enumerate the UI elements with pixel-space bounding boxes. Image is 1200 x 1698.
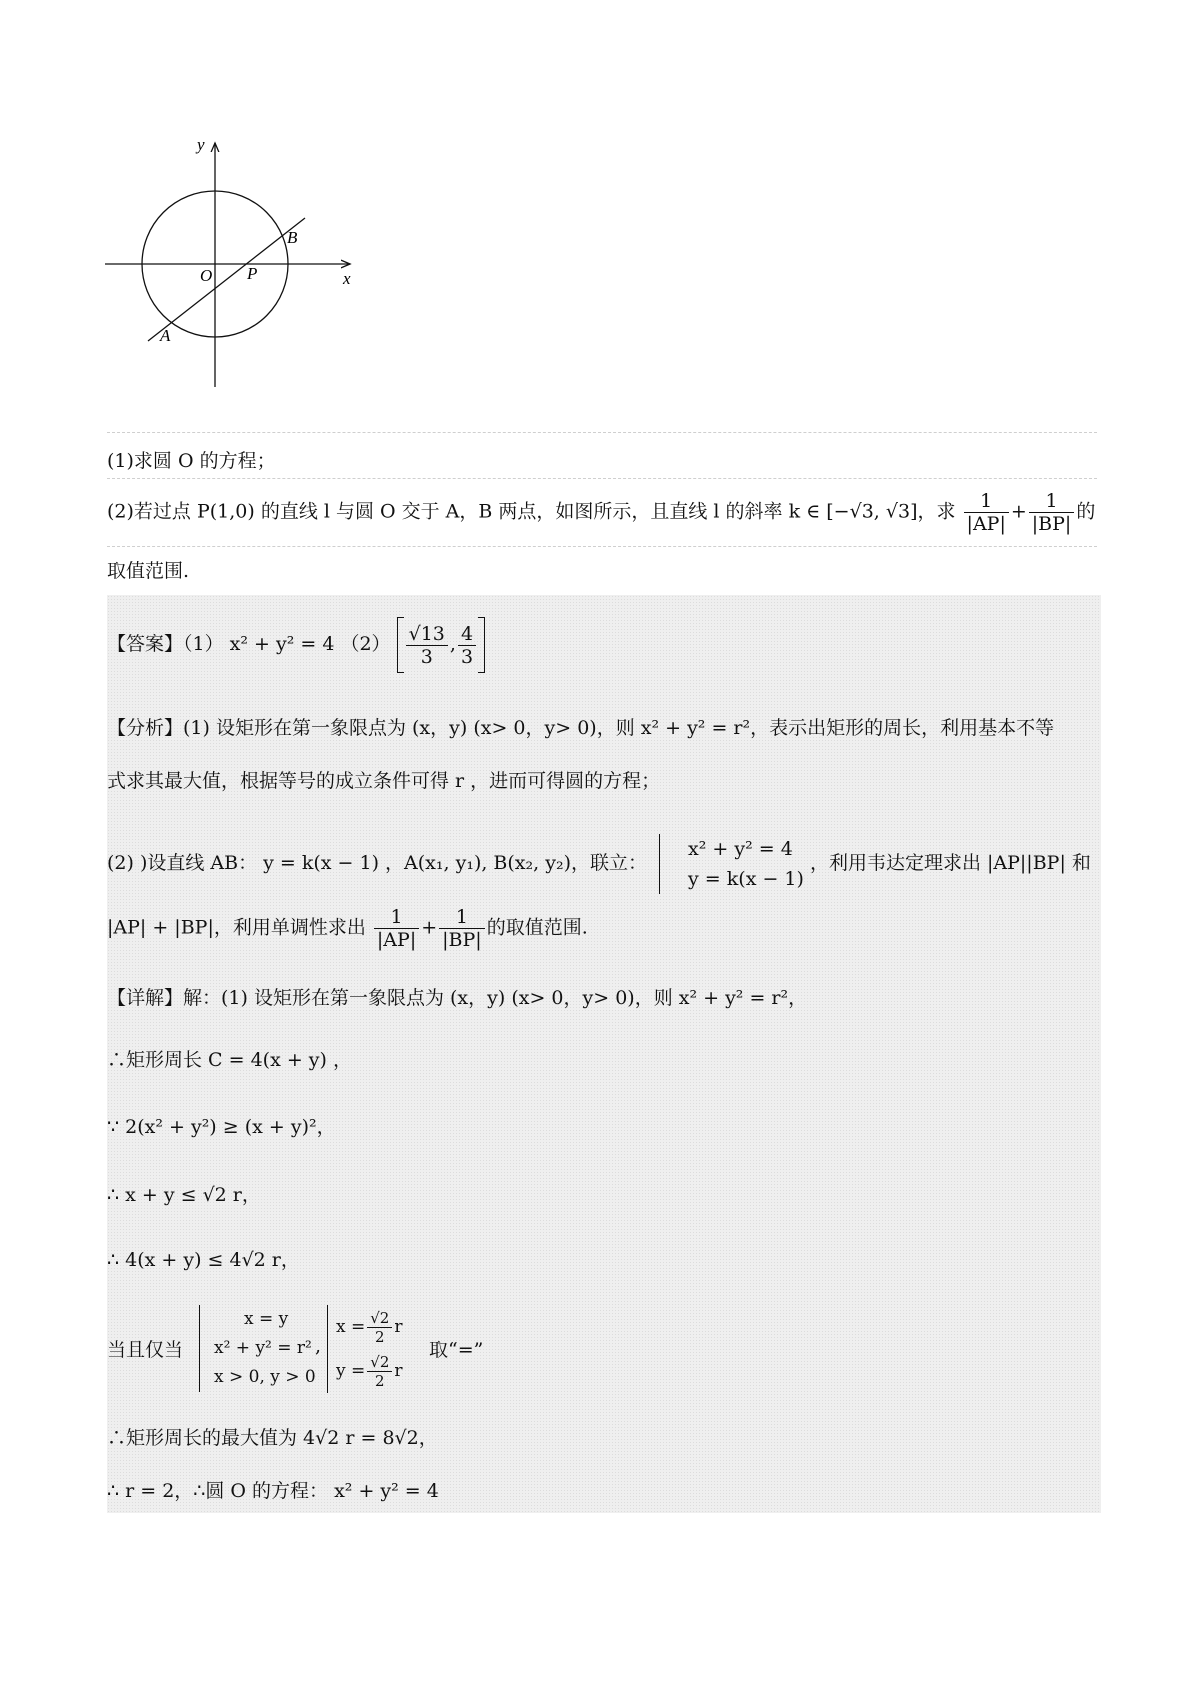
label-b: B [287,228,298,247]
detail-line4: ∴ x + y ≤ √2 r， [107,1184,261,1206]
question-1: (1)求圆 O 的方程； [107,450,276,472]
label-x: x [343,269,351,288]
analysis-text: |AP| + |BP|，利用单调性求出 [107,916,366,939]
label-p: P [247,264,258,283]
answer-part2: （2） [340,633,391,655]
label-a: A [160,326,171,345]
fraction: $\frac{√13}{3}$ [406,623,448,668]
detail-text: 解：(1) 设矩形在第一象限点为 (x，y) (x> 0，y> 0)，则 x² + y² = r²， [183,987,808,1009]
fraction: $\frac{4}{3}$ [458,623,476,668]
detail-line3: ∵ 2(x² + y²) ≥ (x + y)²， [107,1116,336,1138]
label-y: y [197,135,205,154]
detail-line7: ∴矩形周长的最大值为 4√2 r = 8√2， [107,1427,438,1449]
fraction: $\frac{1}{|AP|}$ [964,490,1009,535]
fraction: $\frac{1}{|BP|}$ [439,906,485,951]
answer-part1: （1） x² + y² = 4 [183,633,335,655]
analysis-text: 的取值范围. [486,916,588,939]
divider [107,478,1097,479]
q2-slope-range: [−√3, √3] [826,500,918,523]
q2-tail: 的 [1076,500,1096,523]
answer-label: 【答案】 [107,633,184,655]
equation-system: x² + y² = 4 y = k(x − 1) [659,834,804,894]
analysis-line4: |AP| + |BP|，利用单调性求出 $\frac{1}{|AP|}$ + $\frac{1}{|BP|}$ 的取值范围. [107,906,588,951]
circle-line-figure [100,135,380,395]
analysis-label: 【分析】 [107,717,184,739]
question-2-line2: 取值范围. [107,560,190,582]
answer-line: 【答案】（1） x² + y² = 4 （2） $\frac{√13}{3}$ , $\frac{4}{3}$ [107,617,485,673]
analysis-text: (1) 设矩形在第一象限点为 (x，y) (x> 0，y> 0)，则 x² + y² = r²，表示出矩形的周长，利用基本不等 [183,717,1055,739]
detail-line5: ∴ 4(x + y) ≤ 4√2 r， [107,1249,300,1271]
analysis-line3 [107,834,1091,894]
line-l [148,218,305,341]
detail-text: 取“=” [429,1339,484,1361]
detail-text: 当且仅当 [107,1339,184,1361]
divider [107,546,1097,547]
condition-system: x = y x² + y² = r² x > 0, y > 0 [199,1305,316,1392]
detail-line2: ∴矩形周长 C = 4(x + y) ， [107,1049,352,1071]
q2-ask: ，求 [917,500,956,523]
fraction: $\frac{1}{|AP|}$ [374,906,419,951]
detail-label: 【详解】 [107,987,184,1009]
analysis-text: ，利用韦达定理求出 |AP||BP| 和 [809,852,1091,874]
detail-line8: ∴ r = 2，∴圆 O 的方程： x² + y² = 4 [107,1480,439,1502]
detail-line1 [107,983,807,1010]
analysis-text: (2) )设直线 AB： y = k(x − 1) ，A(x₁, y₁), B(x₂, y₂)，联立： [107,852,647,874]
analysis-line2: 式求其最大值，根据等号的成立条件可得 r ，进而可得圆的方程； [107,770,661,792]
q2-lead: (2)若过点 P(1,0) 的直线 l 与圆 O 交于 A，B 两点，如图所示，且直线 l 的斜率 k ∈ [107,500,821,523]
label-o: O [200,266,213,285]
solution-system: x = $\frac{√2}{2}$ r y = $\frac{√2}{2}$ r [327,1305,403,1393]
divider [107,432,1097,433]
analysis-line1 [107,713,1054,740]
fraction: $\frac{1}{|BP|}$ [1029,490,1075,535]
question-2: (2)若过点 P(1,0) 的直线 l 与圆 O 交于 A，B 两点，如图所示，且直线 l 的斜率 k ∈ [−√3, √3]，求 $\frac{1}{|AP|}$ + $\frac{1}{|BP|}$ 的 [107,490,1096,535]
